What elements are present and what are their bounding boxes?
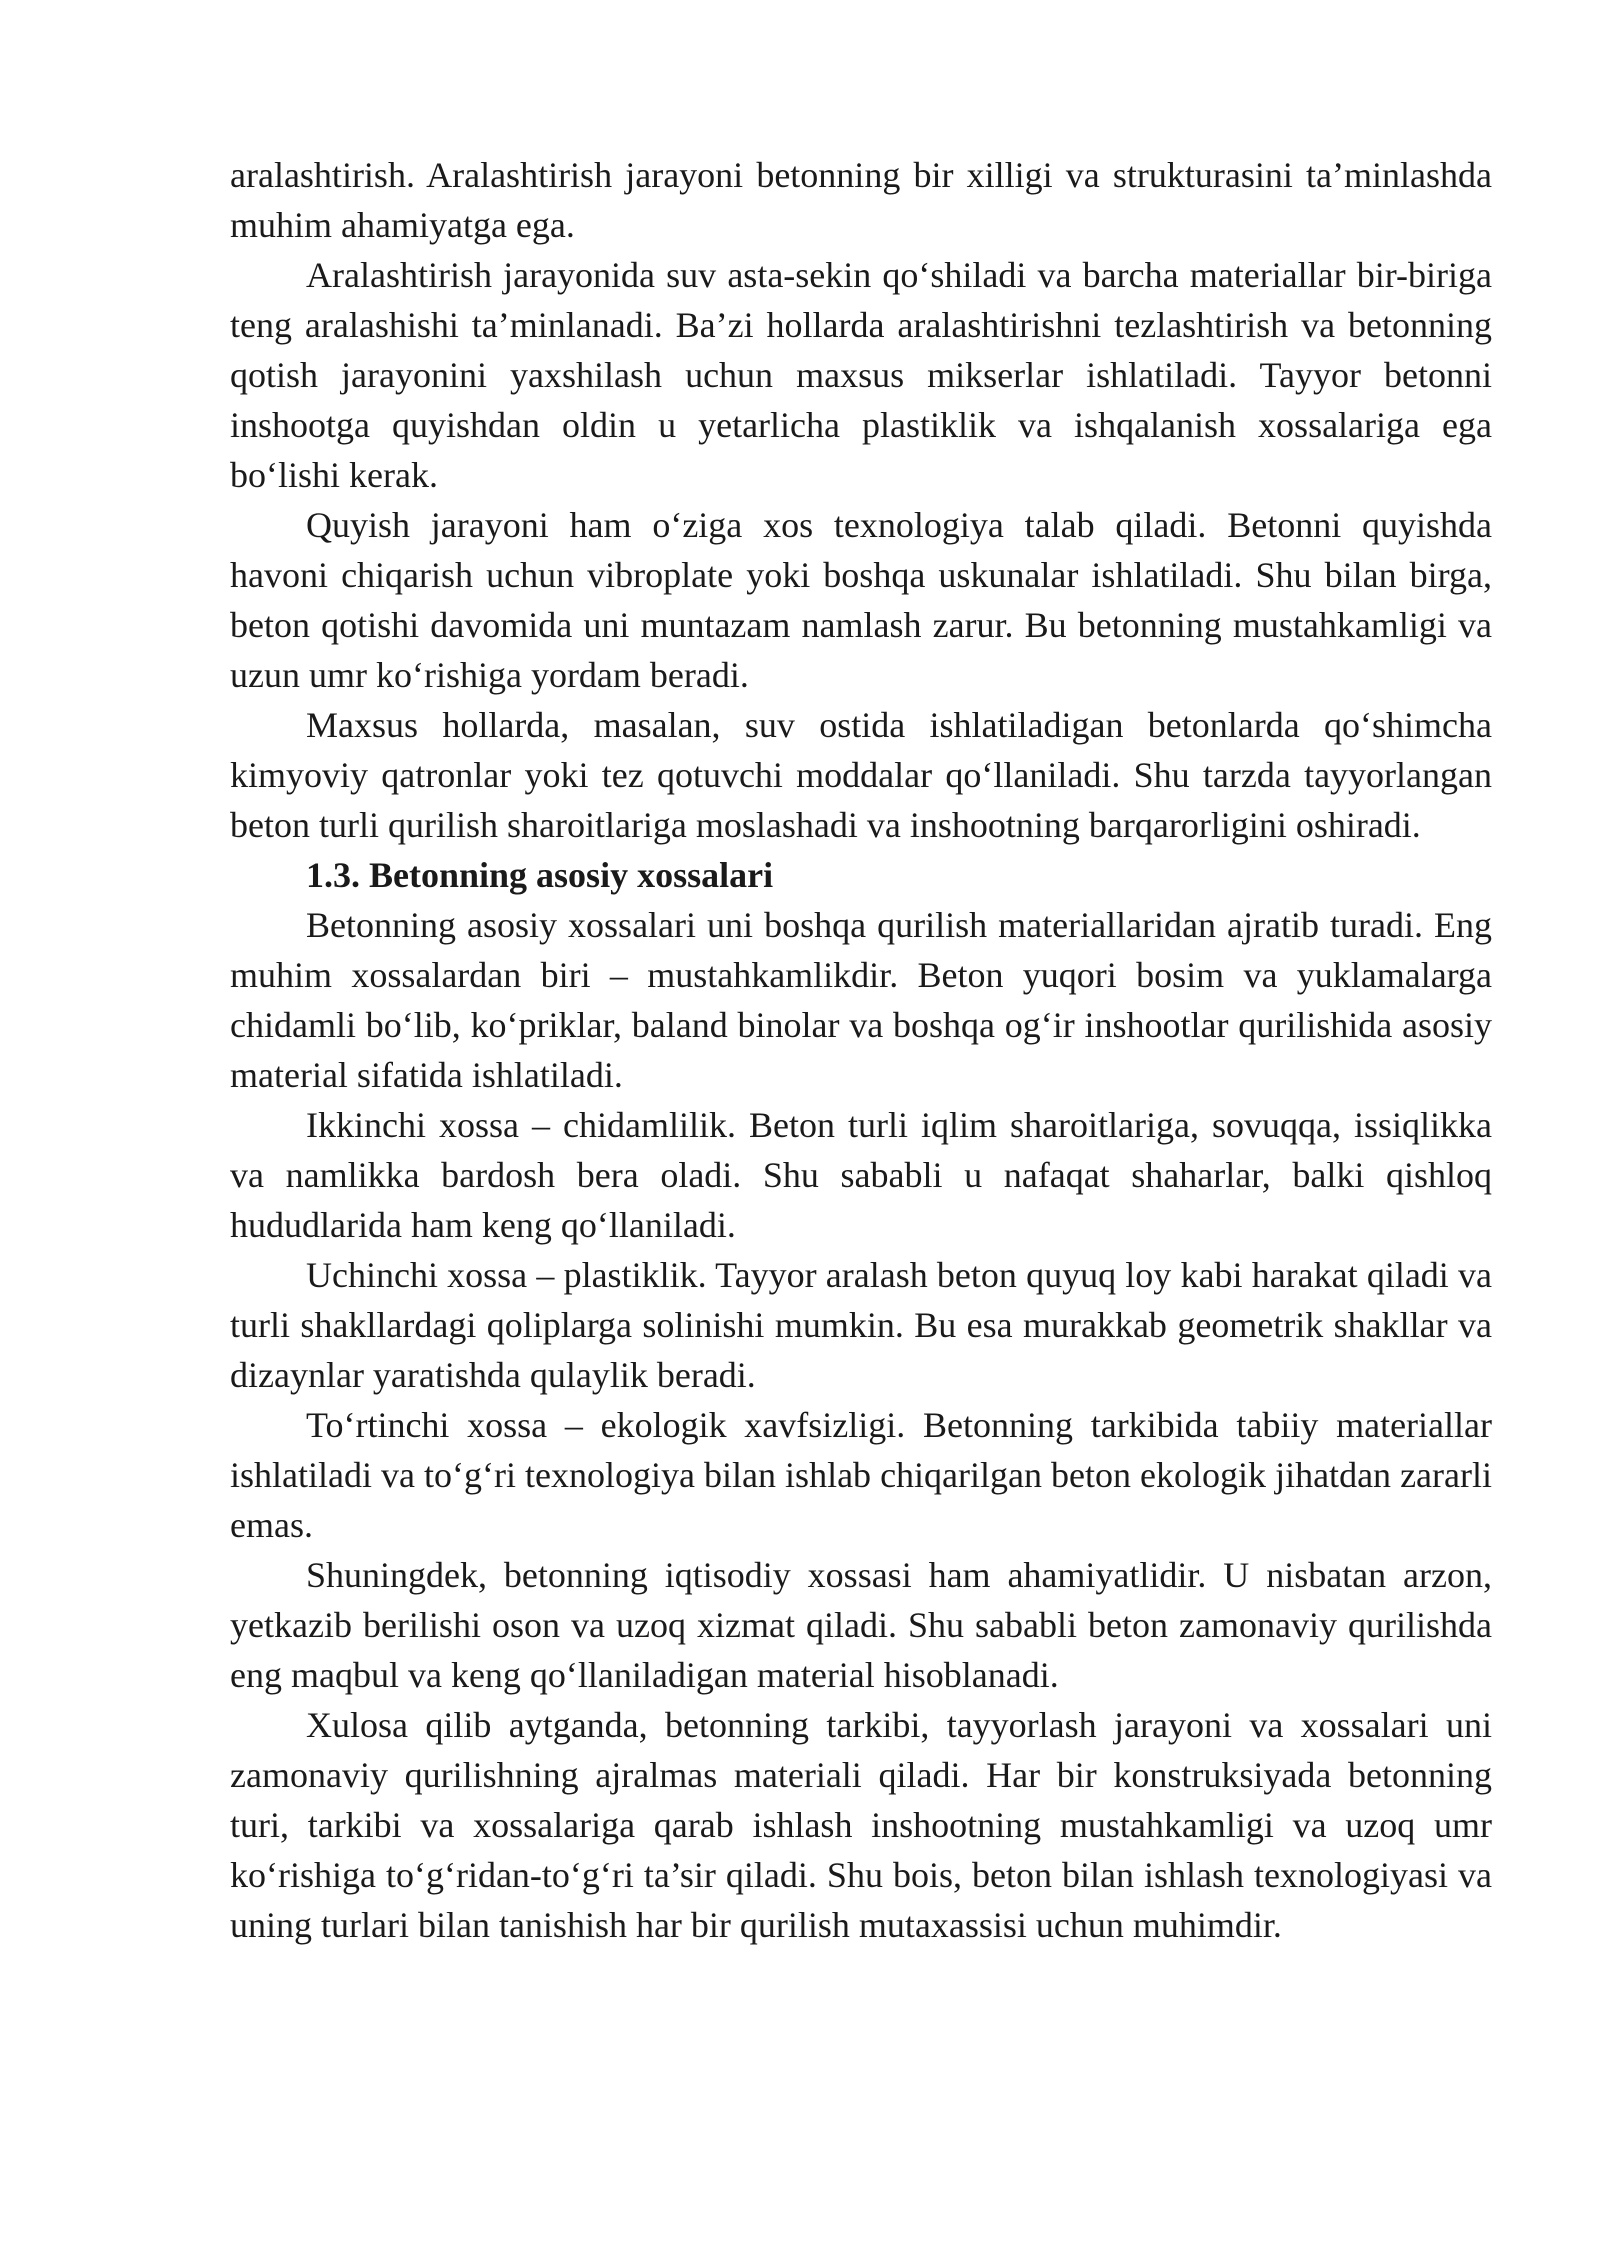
paragraph-conclusion: Xulosa qilib aytganda, betonning tarkibi, tayyorlash jarayoni va xossalari uni zamonaviy qurilishning ajralmas materiali qiladi. Har bir konstruksiyada betonning turi, tarkibi va xossalariga qarab ishlash inshootning mustahkamligi va uzoq umr ko‘rishiga to‘g‘ridan-to‘g‘ri ta’sir qiladi. Shu bois, beton bilan ishlash texnologiyasi va uning turlari bilan tanishish har bir qurilish mutaxassisi uchun muhimdir. — [230, 1705, 1492, 1945]
paragraph-main-properties: Betonning asosiy xossalari uni boshqa qurilish materiallaridan ajratib turadi. Eng muhim xossalardan biri – mustahkamlikdir. Beton yuqori bosim va yuklamalarga chidamli bo‘lib, ko‘priklar, baland binolar va boshqa og‘ir inshootlar qurilishida asosiy material sifatida ishlatiladi. — [230, 905, 1492, 1095]
paragraph-continuation: aralashtirish. Aralashtirish jarayoni betonning bir xilligi va strukturasini ta’minlashda muhim ahamiyatga ega. — [230, 155, 1492, 245]
paragraph-durability: Ikkinchi xossa – chidamlilik. Beton turli iqlim sharoitlariga, sovuqqa, issiqlikka va namlikka bardosh bera oladi. Shu sababli u nafaqat shaharlar, balki qishloq hududlarida ham keng qo‘llaniladi. — [230, 1105, 1492, 1245]
paragraph-plasticity: Uchinchi xossa – plastiklik. Tayyor aralash beton quyuq loy kabi harakat qiladi va turli shakllardagi qoliplarga solinishi mumkin. Bu esa murakkab geometrik shakllar va dizaynlar yaratishda qulaylik beradi. — [230, 1255, 1492, 1395]
document-body — [230, 150, 1492, 1950]
paragraph-economy: Shuningdek, betonning iqtisodiy xossasi ham ahamiyatlidir. U nisbatan arzon, yetkazib berilishi oson va uzoq xizmat qiladi. Shu sababli beton zamonaviy qurilishda eng maqbul va keng qo‘llaniladigan material hisoblanadi. — [230, 1555, 1492, 1695]
paragraph-ecology: To‘rtinchi xossa – ekologik xavfsizligi. Betonning tarkibida tabiiy materiallar ishlatiladi va to‘g‘ri texnologiya bilan ishlab chiqarilgan beton ekologik jihatdan zararli emas. — [230, 1405, 1492, 1545]
paragraph-special-cases: Maxsus hollarda, masalan, suv ostida ishlatiladigan betonlarda qo‘shimcha kimyoviy qatronlar yoki tez qotuvchi moddalar qo‘llaniladi. Shu tarzda tayyorlangan beton turli qurilish sharoitlariga moslashadi va inshootning barqarorligini oshiradi. — [230, 705, 1492, 845]
paragraph-pouring: Quyish jarayoni ham o‘ziga xos texnologiya talab qiladi. Betonni quyishda havoni chiqarish uchun vibroplate yoki boshqa uskunalar ishlatiladi. Shu bilan birga, beton qotishi davomida uni muntazam namlash zarur. Bu betonning mustahkamligi va uzun umr ko‘rishiga yordam beradi. — [230, 505, 1492, 695]
paragraph-mixing: Aralashtirish jarayonida suv asta-sekin qo‘shiladi va barcha materiallar bir-biriga teng aralashishi ta’minlanadi. Ba’zi hollarda aralashtirishni tezlashtirish va betonning qotish jarayonini yaxshilash uchun maxsus mikserlar ishlatiladi. Tayyor betonni inshootga quyishdan oldin u yetarlicha plastiklik va ishqalanish xossalariga ega bo‘lishi kerak. — [230, 255, 1492, 495]
section-heading: 1.3. Betonning asosiy xossalari — [306, 855, 774, 895]
